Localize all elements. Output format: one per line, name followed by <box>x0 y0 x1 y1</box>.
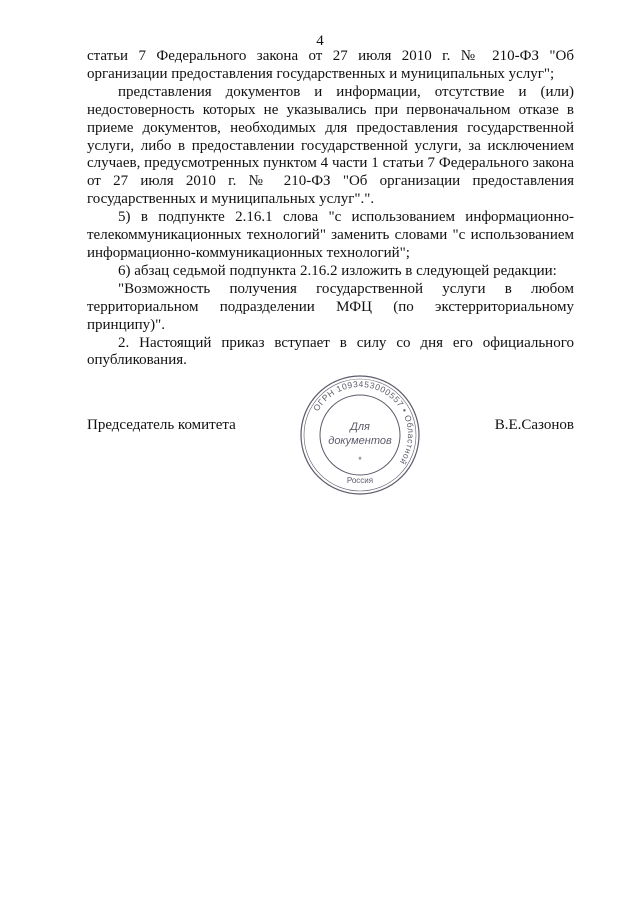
stamp-center-line2: документов <box>328 435 392 447</box>
paragraph-quote: "Возможность получения государственной услуги в любом территориальном подразделении МФЦ (по экстерриториальному принципу)". <box>87 280 574 333</box>
signatory-name: В.Е.Сазонов <box>494 417 574 433</box>
document-body <box>87 48 574 370</box>
official-stamp <box>298 373 422 497</box>
paragraph-item-6: 6) абзац седьмой подпункта 2.16.2 изложить в следующей редакции: <box>118 262 557 279</box>
stamp-star-icon: * <box>358 455 362 465</box>
paragraph-continuation: статьи 7 Федерального закона от 27 июля 2010 г. № 210-ФЗ "Об организации предоставления государственных и муниципальных услуг"; <box>87 48 574 82</box>
paragraph-effective: 2. Настоящий приказ вступает в силу со дня его официального опубликования. <box>87 334 574 369</box>
signatory-title: Председатель комитета <box>87 417 236 433</box>
stamp-ring-text: ОГРН 1093453000557 • Областной <box>311 378 417 467</box>
paragraph-item-5: 5) в подпункте 2.16.1 слова "с использованием информационно-телекоммуникационных технологий" заменить словами "с использованием информационно-коммуникационных технологий"; <box>87 209 574 261</box>
page-number: 4 <box>316 33 324 49</box>
paragraph-documents: представления документов и информации, отсутствие и (или) недостоверность которых не указывались при первоначальном отказе в приеме документов, необходимых для предоставления государственной услуги, либо в предоставлении государственной услуги, за исключением случаев, предусмотренных пунктом 4 части 1 статьи 7 Федерального закона от 27 июля 2010 г. № 210-ФЗ "Об организации предоставления государственных и муниципальных услуг".". <box>87 83 574 208</box>
stamp-seal-icon <box>298 373 422 497</box>
stamp-center-line1: Для <box>350 421 370 433</box>
stamp-bottom-text: Россия <box>346 476 374 485</box>
